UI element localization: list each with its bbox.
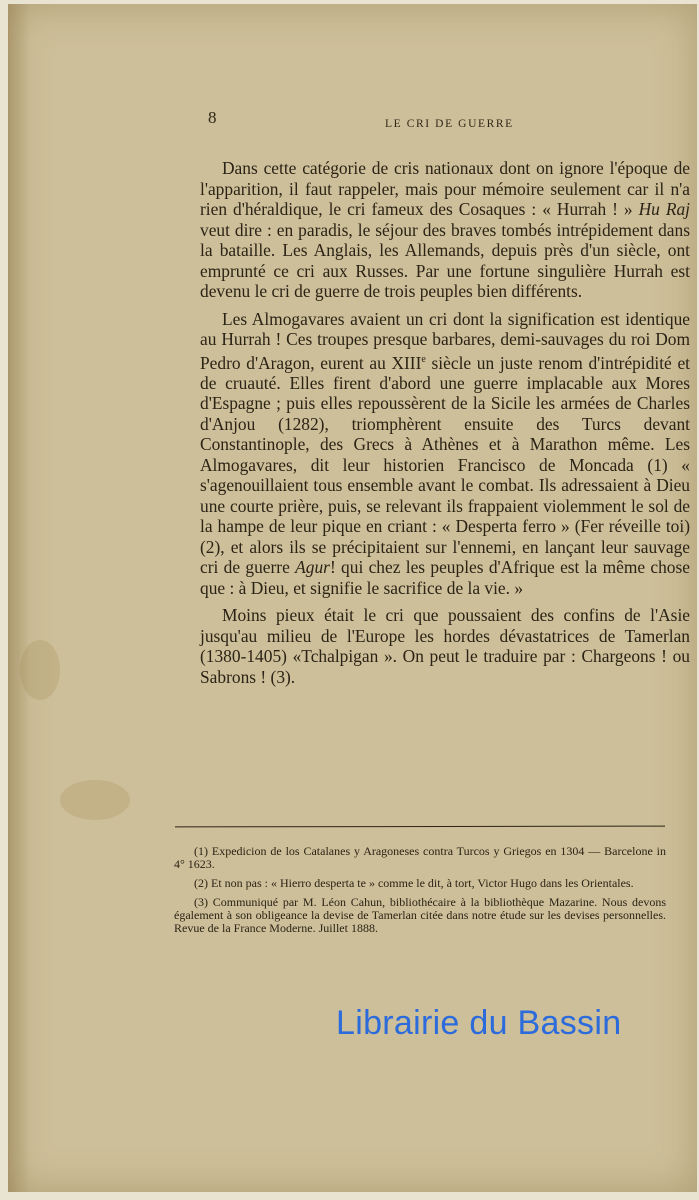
footnote-2: (2) Et non pas : « Hierro desperta te » comme le dit, à tort, Victor Hugo dans les Orientales.	[194, 876, 634, 890]
paragraph-text: siècle un juste renom d'intrépidité et de cruauté. Elles firent d'abord une guerre implacable aux Mores d'Espagne ; puis elles repoussèrent de la Sicile les armées de Charles d'Anjou (1282), triomphèrent ensuite des Turcs devant Constantinople, des Grecs à Athènes et à Marathon même. Les Almogavares, dit leur historien Francisco de Moncada (1) « s'agenouillaient tous ensemble avant le combat. Ils adressaient à Dieu une courte prière, puis, se relevant ils frappaient violemment le sol de la hampe de leur pique en criant : « Desperta ferro » (Fer réveille toi) (2), et alors ils se précipitaient sur l'ennemi, en lançant leur sauvage cri de guerre	[200, 352, 690, 578]
paragraph	[200, 605, 690, 687]
paragraph-text: ! qui chez les peuples d'Afrique est la même chose que : à Dieu, et signifie le sacrifice de la vie. »	[200, 557, 690, 598]
paragraph	[200, 158, 690, 302]
paper-stain	[60, 780, 130, 820]
paragraph-text: veut dire : en paradis, le séjour des braves tombés intrépidement dans la bataille. Les Anglais, les Allemands, depuis près d'un siècle, ont emprunté ce cri aux Russes. Par une fortune singulière Hurrah est devenu le cri de guerre de trois peuples bien différents.	[200, 219, 690, 301]
italic-term: Agur	[295, 557, 330, 578]
paragraph-text: Moins pieux était le cri que poussaient des confins de l'Asie jusqu'au milieu de l'Europe les hordes dévastatrices de Tamerlan (1380-1405) «Tchalpigan ». On peut le traduire par : Chargeons ! ou Sabrons ! (3).	[200, 605, 690, 687]
paragraph-text: Dans cette catégorie de cris nationaux dont on ignore l'époque de l'apparition, il faut rappeler, mais pour mémoire seulement car il n'a rien d'héraldique, le cri fameux des Cosaques : « Hurrah ! »	[200, 158, 690, 219]
running-head: LE CRI DE GUERRE	[385, 118, 514, 130]
paper-stain	[20, 640, 60, 700]
body-text	[200, 158, 690, 694]
footnote-1: (1) Expedicion de los Catalanes y Aragoneses contra Turcos y Griegos en 1304 — Barcelone in 4° 1623.	[174, 844, 666, 871]
page-edge-shadow	[8, 4, 30, 1192]
paragraph-text: Les Almogavares avaient un cri dont la signification est identique au Hurrah ! Ces troupes presque barbares, demi-sauvages du roi Dom Pedro d'Aragon, eurent au XIII	[200, 308, 690, 373]
footnotes	[174, 845, 666, 941]
footnote-3: (3) Communiqué par M. Léon Cahun, bibliothécaire à la bibliothèque Mazarine. Nous devons également à son obligeance la devise de Tamerlan citée dans notre étude sur les devises personnelles. Revue de la France Moderne. Juillet 1888.	[174, 895, 666, 935]
watermark-text: Librairie du Bassin	[336, 1004, 622, 1042]
page-number: 8	[208, 108, 217, 127]
superscript: e	[421, 353, 426, 365]
page-header	[208, 108, 678, 134]
italic-term: Hu Raj	[638, 199, 690, 219]
paragraph	[200, 309, 690, 599]
